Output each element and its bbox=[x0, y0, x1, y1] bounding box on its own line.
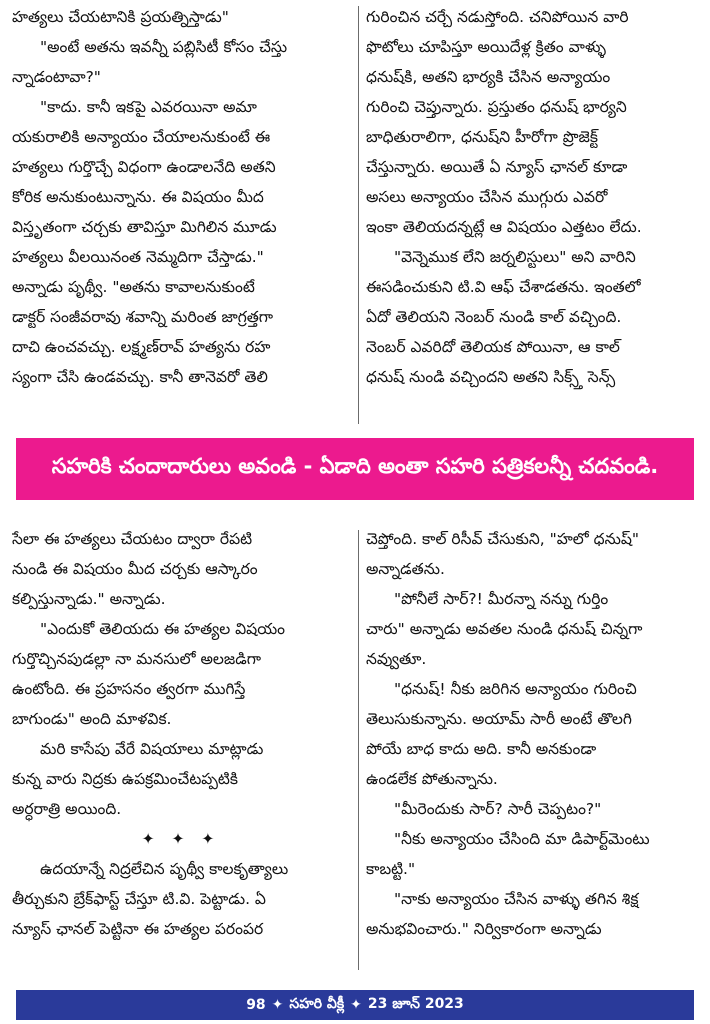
text-line: "నాకు అన్యాయం చేసిన వాళ్ళు తగిన శిక్ష bbox=[394, 890, 639, 908]
text-line: న్యూస్ ఛానల్ పెట్టినా ఈ హత్యల పరంపర bbox=[12, 920, 264, 938]
page-footer bbox=[16, 990, 694, 1020]
section-break-stars: ✦ ✦ ✦ bbox=[141, 830, 221, 848]
column-bottom-right bbox=[366, 524, 700, 944]
text-line: నుండి ఈ విషయం మీద చర్చకు ఆస్కారం bbox=[12, 560, 258, 578]
text-line: చారు" అన్నాడు అవతల నుండి ధనుష్ చిన్నగా bbox=[366, 620, 643, 638]
text-line: కాబట్టి." bbox=[366, 860, 416, 878]
text-line: ఇంకా తెలియదన్నట్లే ఆ విషయం ఎత్తటం లేదు. bbox=[366, 218, 642, 236]
page-number: 98 bbox=[246, 997, 266, 1013]
text-line: బాధితురాలిగా, ధనుష్‌ని హీరోగా ప్రొజెక్ట్ bbox=[366, 128, 598, 146]
text-line: "అంటే అతను ఇవన్నీ పబ్లిసిటీ కోసం చేస్తు bbox=[40, 38, 288, 56]
text-line: బాగుండు" అంది మాళవిక. bbox=[12, 710, 172, 728]
text-line: "మీరెందుకు సార్? సారీ చెప్పటం?" bbox=[394, 800, 602, 818]
issue-date: 23 జూన్ 2023 bbox=[367, 995, 464, 1012]
column-top-right bbox=[366, 2, 700, 392]
text-line: "ధనుష్! నీకు జరిగిన అన్యాయం గురించి bbox=[394, 680, 637, 698]
text-line: అసలు అన్యాయం చేసిన ముగ్గురు ఎవరో bbox=[366, 188, 608, 206]
text-line: తెలుసుకున్నాను. అయామ్ సారీ అంటే తొలగి bbox=[366, 710, 632, 728]
text-line: నెంబర్ ఎవరిదో తెలియక పోయినా, ఆ కాల్ bbox=[366, 338, 620, 356]
text-line: న్నాడంటావా?" bbox=[12, 68, 101, 86]
text-line: అన్నాడు పృథ్వీ. "అతను కావాలనుకుంటే bbox=[12, 278, 255, 296]
column-divider bbox=[358, 530, 359, 970]
text-line: ఉంటోంది. ఈ ప్రహసనం త్వరగా ముగిస్తే bbox=[12, 680, 246, 698]
text-line: ఉండలేక పోతున్నాను. bbox=[366, 770, 498, 788]
text-line: ఫొటోలు చూపిస్తూ అయిదేళ్ల క్రితం వాళ్ళు bbox=[366, 38, 607, 56]
text-line: స్యంగా చేసి ఉండవచ్చు. కానీ తానెవరో తెలి bbox=[12, 368, 268, 386]
column-divider bbox=[358, 6, 359, 424]
subscription-banner: సహరికి చందాదారులు అవండి - ఏడాది అంతా సహరి పత్రికలన్నీ చదవండి. bbox=[16, 438, 694, 500]
text-line: హత్యలు గుర్తొచ్చే విధంగా ఉండాలనేది అతని bbox=[12, 158, 276, 176]
text-line: అనుభవించారు." నిర్వికారంగా అన్నాడు bbox=[366, 920, 602, 938]
text-line: "వెన్నెముక లేని జర్నలిస్టులు" అని వారిని bbox=[394, 248, 636, 266]
text-line: కున్న వారు నిద్రకు ఉపక్రమించేటప్పటికి bbox=[12, 770, 238, 788]
text-line: మరి కాసేపు వేరే విషయాలు మాట్లాడు bbox=[40, 740, 264, 758]
text-line: ఏదో తెలియని నెంబర్ నుండి కాల్ వచ్చింది. bbox=[366, 308, 622, 326]
diamond-separator-icon: ✦ bbox=[271, 997, 284, 1013]
text-line: "కాదు. కానీ ఇకపై ఎవరయినా అమా bbox=[40, 98, 257, 116]
text-line: అర్ధరాత్రి అయింది. bbox=[12, 800, 122, 818]
text-line: చేస్తున్నారు. అయితే ఏ న్యూస్ ఛానల్ కూడా bbox=[366, 158, 628, 176]
text-line: ఉదయాన్నే నిద్రలేచిన పృథ్వీ కాలకృత్యాలు bbox=[40, 860, 289, 878]
text-line: నవ్వుతూ. bbox=[366, 650, 427, 668]
text-line: డాక్టర్ సంజీవరావు శవాన్ని మరింత జాగ్రత్తగా bbox=[12, 308, 274, 326]
text-line: కల్పిస్తున్నాడు." అన్నాడు. bbox=[12, 590, 166, 608]
text-line: హత్యలు వీలయినంత నెమ్మదిగా చేస్తాడు." bbox=[12, 248, 264, 266]
diamond-separator-icon: ✦ bbox=[350, 997, 362, 1013]
text-line: అన్నాడతను. bbox=[366, 560, 445, 578]
text-line: పోయే బాధ కాదు అది. కానీ అనకుండా bbox=[366, 740, 597, 758]
text-line: గురించిన చర్చే నడుస్తోంది. చనిపోయిన వారి bbox=[366, 8, 629, 26]
text-line: ధనుష్ నుండి వచ్చిందని అతని సిక్స్త్ సెన్స్ bbox=[366, 368, 616, 386]
text-line: "ఎందుకో తెలియదు ఈ హత్యల విషయం bbox=[40, 620, 286, 638]
text-line: గురించి చెప్తున్నారు. ప్రస్తుతం ధనుష్ భార్యని bbox=[366, 98, 627, 116]
text-line: "నీకు అన్యాయం చేసింది మా డిపార్ట్‌మెంటు bbox=[394, 830, 650, 848]
text-line: విస్తృతంగా చర్చకు తావిస్తూ మిగిలిన మూడు bbox=[12, 218, 277, 236]
text-line: దాచి ఉంచవచ్చు. లక్ష్మణ్‌రావ్ హత్యను రహ bbox=[12, 338, 271, 356]
text-line: సేలా ఈ హత్యలు చేయటం ద్వారా రేపటి bbox=[12, 530, 253, 548]
text-line: హత్యలు చేయటానికి ప్రయత్నిస్తాడు" bbox=[12, 8, 229, 26]
text-line: ధనుష్‌కి, అతని భార్యకి చేసిన అన్యాయం bbox=[366, 68, 611, 86]
text-line: ఈసడించుకుని టి.వి ఆఫ్ చేశాడతను. ఇంతలో bbox=[366, 278, 641, 296]
text-line: యకురాలికి అన్యాయం చేయాలనుకుంటే ఈ bbox=[12, 128, 271, 146]
text-line: "పోనీలే సార్?! మీరన్నా నన్ను గుర్తిం bbox=[394, 590, 609, 608]
text-line: గుర్తొచ్చినపుడల్లా నా మనసులో అలజడిగా bbox=[12, 650, 261, 668]
column-bottom-left bbox=[12, 524, 350, 944]
magazine-name: సహరి వీక్లీ bbox=[289, 995, 345, 1012]
column-top-left bbox=[12, 2, 350, 392]
text-line: తీర్చుకుని బ్రేక్‌ఫాస్ట్ చేస్తూ టి.వి. పెట్టాడు. ఏ bbox=[12, 890, 266, 908]
text-line: కోరిక అనుకుంటున్నాను. ఈ విషయం మీద bbox=[12, 188, 264, 206]
text-line: చెప్తోంది. కాల్ రిసీవ్ చేసుకుని, "హలో ధనుష్" bbox=[366, 530, 640, 548]
